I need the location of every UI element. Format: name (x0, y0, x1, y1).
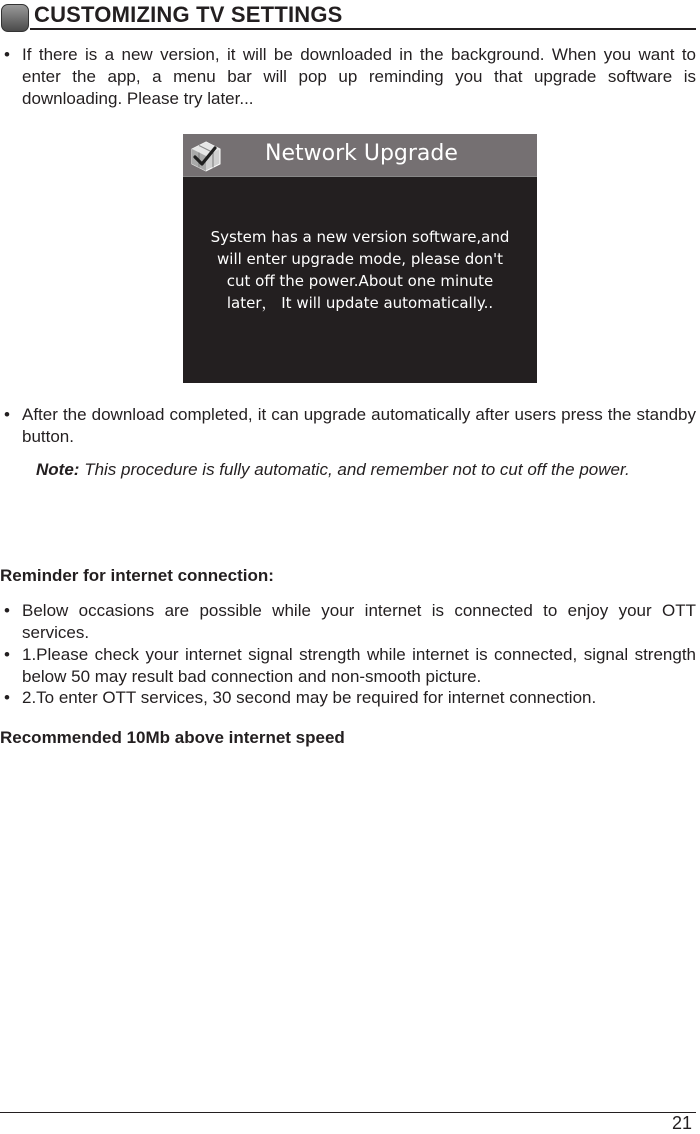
bullet-icon: • (4, 645, 10, 664)
bullet-text: Below occasions are possible while your internet is connected to enjoy your OTT services. (22, 601, 696, 642)
note-label: Note: (36, 460, 80, 479)
bullet-text: After the download completed, it can upgrade automatically after users press the standby button. (22, 405, 696, 446)
section-badge-icon (1, 4, 29, 32)
bullet-icon: • (4, 688, 10, 707)
dialog-message-line: cut off the power.About one minute (226, 272, 494, 290)
list-item (4, 687, 696, 709)
bullet-text: 1.Please check your internet signal strength while internet is connected, signal strength below 50 may result bad connection and non-smooth picture. (22, 645, 696, 686)
list-item (4, 644, 696, 688)
app-cube-check-icon (189, 140, 223, 172)
note-text: This procedure is fully automatic, and remember not to cut off the power. (84, 460, 630, 479)
bullet-icon: • (4, 405, 10, 424)
reminder-heading: Reminder for internet connection: (0, 566, 274, 585)
bullet-icon: • (4, 45, 10, 64)
bullet-icon: • (4, 601, 10, 620)
network-upgrade-screenshot (183, 134, 537, 383)
dialog-title: Network Upgrade (265, 141, 458, 166)
page-title: CUSTOMIZING TV SETTINGS (34, 2, 343, 27)
list-item (4, 44, 696, 110)
dialog-titlebar (183, 134, 537, 177)
dialog-message (183, 226, 537, 314)
bullet-text: If there is a new version, it will be downloaded in the background. When you want to enter the app, a menu bar will pop up reminding you that upgrade software is downloading. Please try later... (22, 45, 696, 108)
dialog-message-line: will enter upgrade mode, please don't (217, 250, 503, 268)
list-item (4, 600, 696, 644)
recommendation-text: Recommended 10Mb above internet speed (0, 728, 345, 747)
list-item (4, 404, 696, 448)
note (36, 460, 630, 480)
dialog-message-line: System has a new version software,and (210, 228, 510, 246)
page-number: 21 (671, 1113, 692, 1133)
dialog-message-line: later， It will update automatically.. (226, 294, 494, 312)
bullet-text: 2.To enter OTT services, 30 second may be required for internet connection. (22, 688, 597, 707)
section-header (0, 2, 700, 32)
header-underline (30, 28, 696, 30)
footer-divider (0, 1112, 696, 1113)
